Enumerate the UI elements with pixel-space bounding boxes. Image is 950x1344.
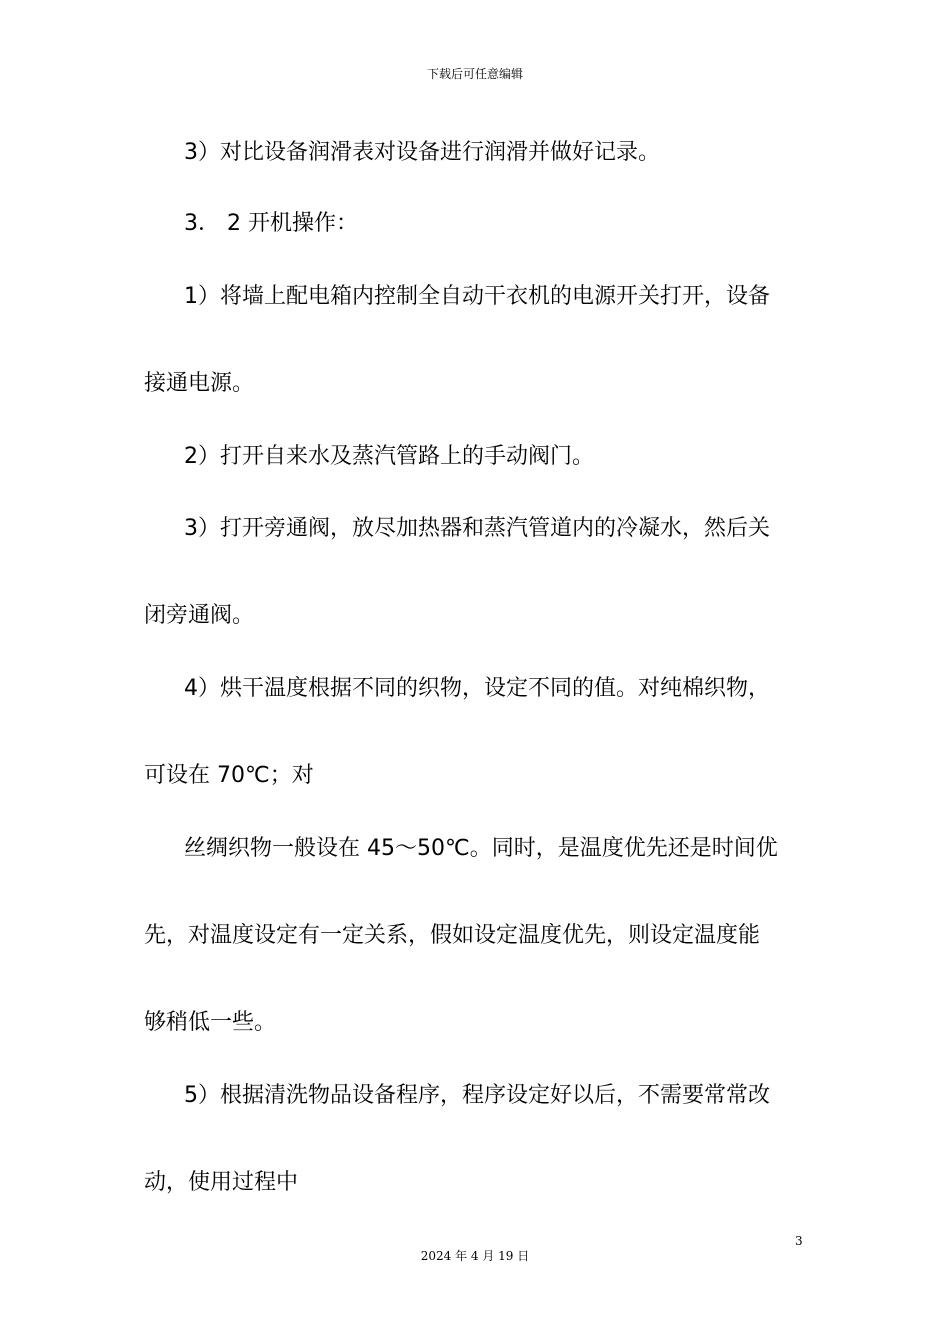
body-line-12: 够稍低一些。: [144, 1010, 277, 1035]
body-line-3: 1）将墙上配电箱内控制全自动干衣机的电源开关打开，设备: [184, 284, 770, 309]
body-line-6: 3）打开旁通阀，放尽加热器和蒸汽管道内的冷凝水，然后关: [184, 516, 770, 541]
body-line-7: 闭旁通阀。: [144, 603, 255, 628]
body-line-5: 2）打开自来水及蒸汽管路上的手动阀门。: [184, 444, 594, 469]
body-line-11: 先，对温度设定有一定关系，假如设定温度优先，则设定温度能: [144, 923, 761, 948]
section-heading: 3． 2 开机操作：: [184, 211, 358, 236]
body-line-14: 动，使用过程中: [144, 1170, 299, 1195]
body-line-1: 3）对比设备润滑表对设备进行润滑并做好记录。: [184, 140, 660, 165]
body-line-9: 可设在 70℃；对: [144, 763, 314, 788]
page-header: 下载后可任意编辑: [426, 67, 523, 81]
page-number: 3: [795, 1234, 803, 1248]
body-line-8: 4）烘干温度根据不同的织物，设定不同的值。对纯棉织物，: [184, 676, 770, 701]
footer-date: 2024 年 4 月 19 日: [420, 1249, 530, 1263]
body-line-13: 5）根据清洗物品设备程序，程序设定好以后，不需要常常改: [184, 1083, 770, 1108]
body-line-10: 丝绸织物一般设在 45～50℃。同时，是温度优先还是时间优: [184, 836, 778, 861]
body-line-4: 接通电源。: [144, 371, 255, 396]
